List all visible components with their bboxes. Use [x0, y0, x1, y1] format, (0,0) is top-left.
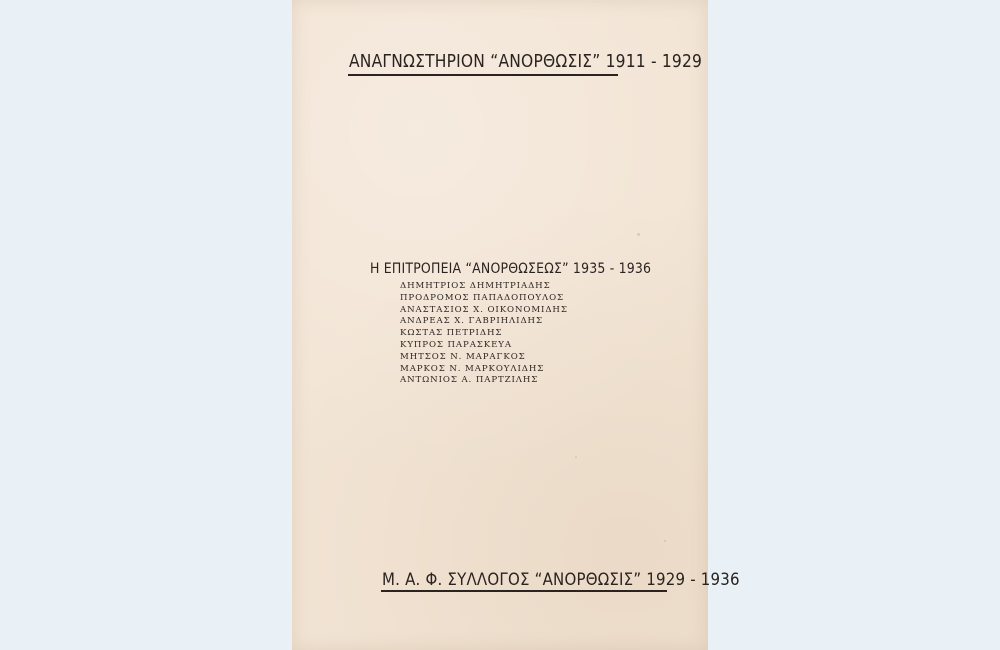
paper-stain	[637, 233, 640, 236]
committee-member-list	[400, 281, 568, 387]
top-heading: ΑΝΑΓΝΩΣΤΗΡΙΟΝ “ΑΝΟΡΘΩΣΙΣ” 1911 - 1929	[349, 51, 703, 72]
top-heading-underline	[348, 74, 618, 76]
bottom-heading: Μ. Α. Φ. ΣΥΛΛΟΓΟΣ “ΑΝΟΡΘΩΣΙΣ” 1929 - 1936	[382, 569, 740, 590]
paper-stain	[664, 540, 666, 542]
member-name: ΑΝΤΩΝΙΟΣ Α. ΠΑΡΤΖΙΛΗΣ	[400, 375, 539, 386]
bottom-heading-underline	[381, 590, 667, 592]
member-name: ΚΥΠΡΟΣ ΠΑΡΑΣΚΕΥΑ	[400, 339, 512, 350]
paper-stain	[575, 456, 577, 458]
member-name: ΜΗΤΣΟΣ Ν. ΜΑΡΑΓΚΟΣ	[400, 351, 526, 362]
member-name: ΑΝΑΣΤΑΣΙΟΣ Χ. ΟΙΚΟΝΟΜΙΔΗΣ	[400, 304, 568, 315]
member-name: ΑΝΔΡΕΑΣ Χ. ΓΑΒΡΙΗΛΙΔΗΣ	[400, 316, 543, 327]
member-name: ΚΩΣΤΑΣ ΠΕΤΡΙΔΗΣ	[400, 328, 503, 339]
document-page	[292, 0, 740, 650]
member-name: ΜΑΡΚΟΣ Ν. ΜΑΡΚΟΥΛΙΔΗΣ	[400, 363, 545, 374]
committee-heading: Η ΕΠΙΤΡΟΠΕΙΑ “ΑΝΟΡΘΩΣΕΩΣ” 1935 - 1936	[370, 260, 652, 277]
member-name: ΠΡΟΔΡΟΜΟΣ ΠΑΠΑΔΟΠΟΥΛΟΣ	[400, 292, 565, 303]
member-name: ΔΗΜΗΤΡΙΟΣ ΔΗΜΗΤΡΙΑΔΗΣ	[400, 281, 551, 291]
